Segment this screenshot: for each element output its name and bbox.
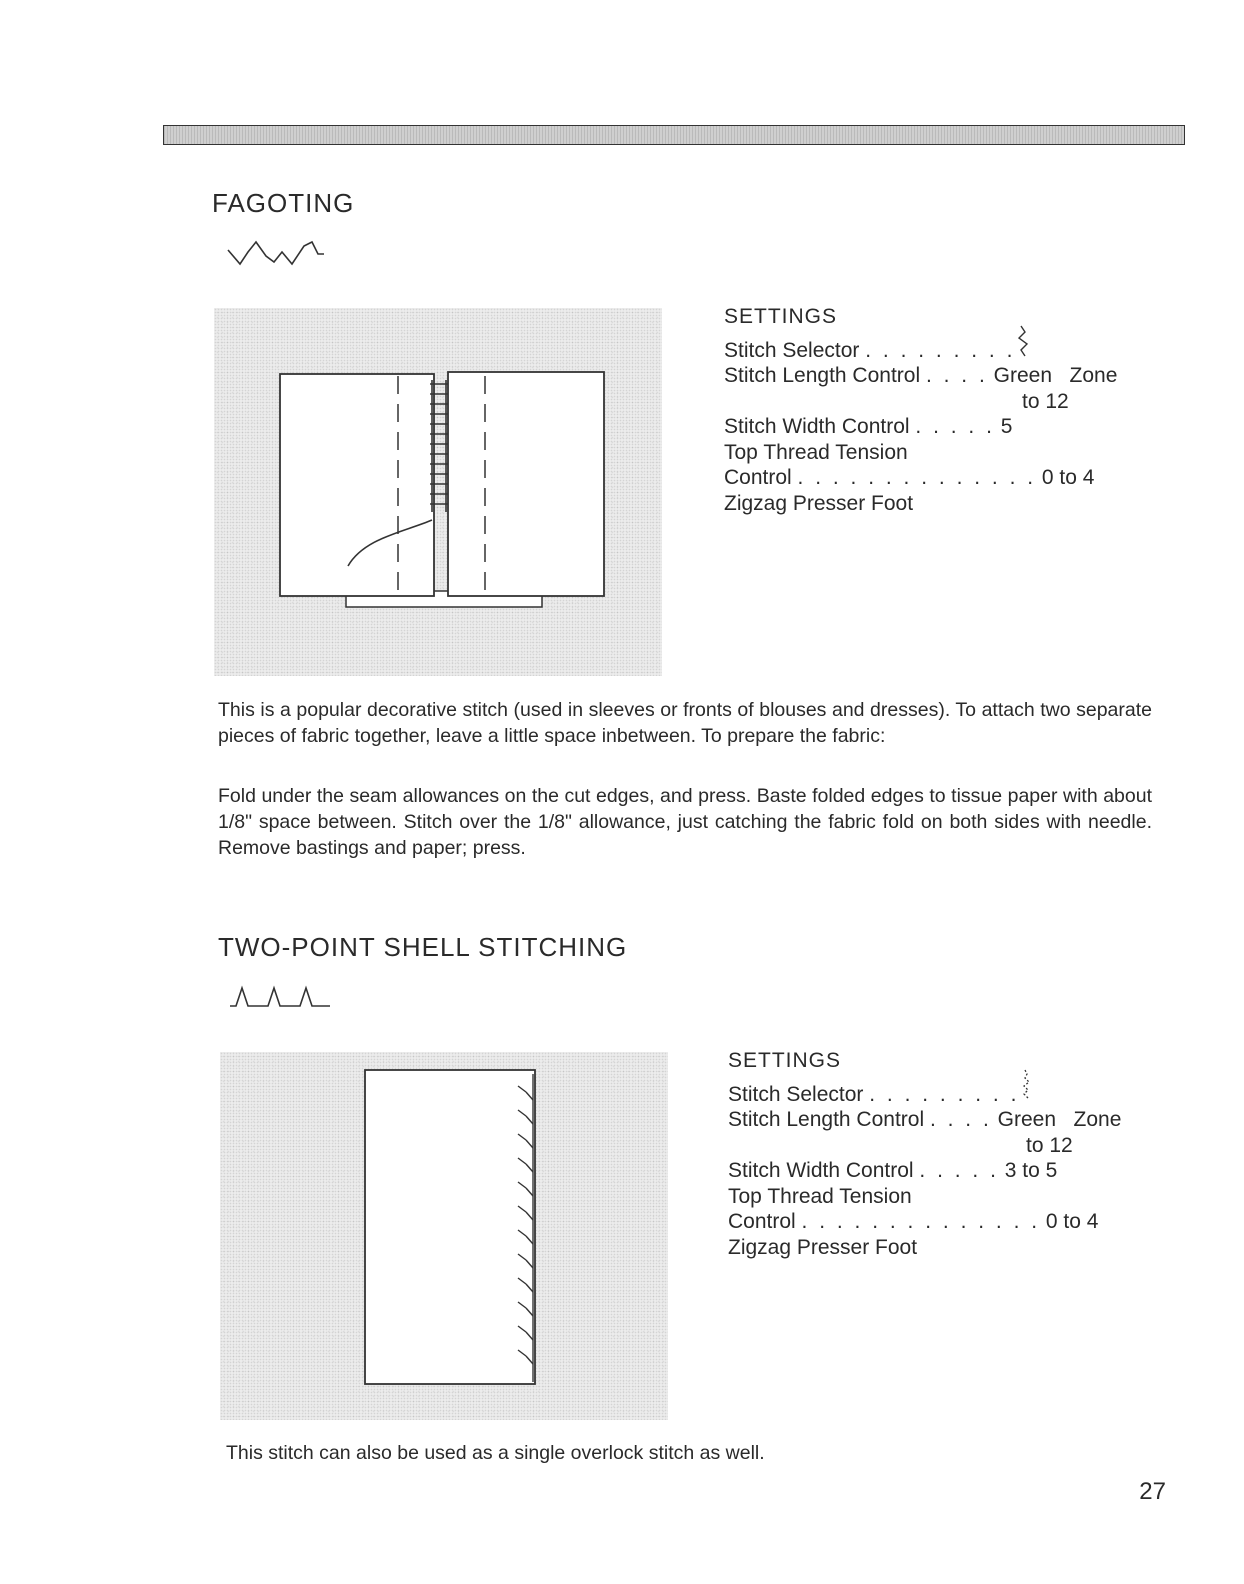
setting-tension: Control . . . . . . . . . . . . . . 0 to 4 (728, 1210, 1099, 1233)
page-number: 27 (1139, 1478, 1166, 1505)
setting-stitch-length: Stitch Length Control . . . . Green Zone (724, 364, 1118, 387)
fagoting-stitch-icon (226, 236, 326, 270)
section-title-fagoting: FAGOTING (212, 188, 355, 218)
stitch-selector-icon (1019, 1068, 1037, 1102)
setting-stitch-length-cont: to 12 (1022, 389, 1069, 413)
setting-stitch-selector: Stitch Selector . . . . . . . . . (728, 1082, 1168, 1108)
shell-stitch-illustration (220, 1052, 668, 1420)
stitch-selector-icon (1015, 324, 1033, 358)
shell-stitch-icon (228, 980, 334, 1014)
header-rule (163, 125, 1185, 145)
setting-stitch-width: Stitch Width Control . . . . . 5 (724, 415, 1013, 438)
setting-stitch-length-cont: to 12 (1026, 1133, 1073, 1157)
setting-tension-label: Top Thread Tension (728, 1184, 912, 1208)
shell-paragraph-1: This stitch can also be used as a single overlock stitch as well. (226, 1442, 765, 1464)
fagoting-paragraph-2: Fold under the seam allowances on the cut edges, and press. Baste folded edges to tissue paper with about 1/8" space between. Stitch over the 1/8" allowance, just catching the fabric fold on both sides with needle. Remove bastings and paper; press. (218, 785, 1152, 859)
fagoting-paragraph-1: This is a popular decorative stitch (used in sleeves or fronts of blouses and dresses). To attach two separate pieces of fabric together, leave a little space inbetween. To prepare the fabric: (218, 699, 1152, 747)
setting-presser-foot: Zigzag Presser Foot (728, 1235, 918, 1259)
settings-heading: SETTINGS (728, 1049, 842, 1072)
settings-panel-fagoting (724, 304, 1164, 516)
setting-tension: Control . . . . . . . . . . . . . . 0 to 4 (724, 466, 1095, 489)
fagoting-diagram (214, 308, 662, 676)
settings-heading: SETTINGS (724, 305, 838, 328)
fagoting-illustration (214, 308, 662, 676)
section-title-shell-stitching: TWO-POINT SHELL STITCHING (218, 932, 628, 962)
setting-tension-label: Top Thread Tension (724, 440, 908, 464)
setting-presser-foot: Zigzag Presser Foot (724, 491, 914, 515)
setting-stitch-length: Stitch Length Control . . . . Green Zone (728, 1108, 1122, 1131)
settings-panel-shell (728, 1048, 1168, 1260)
setting-stitch-width: Stitch Width Control . . . . . 3 to 5 (728, 1159, 1058, 1182)
setting-stitch-selector: Stitch Selector . . . . . . . . . (724, 338, 1164, 364)
shell-stitch-diagram (220, 1052, 668, 1420)
